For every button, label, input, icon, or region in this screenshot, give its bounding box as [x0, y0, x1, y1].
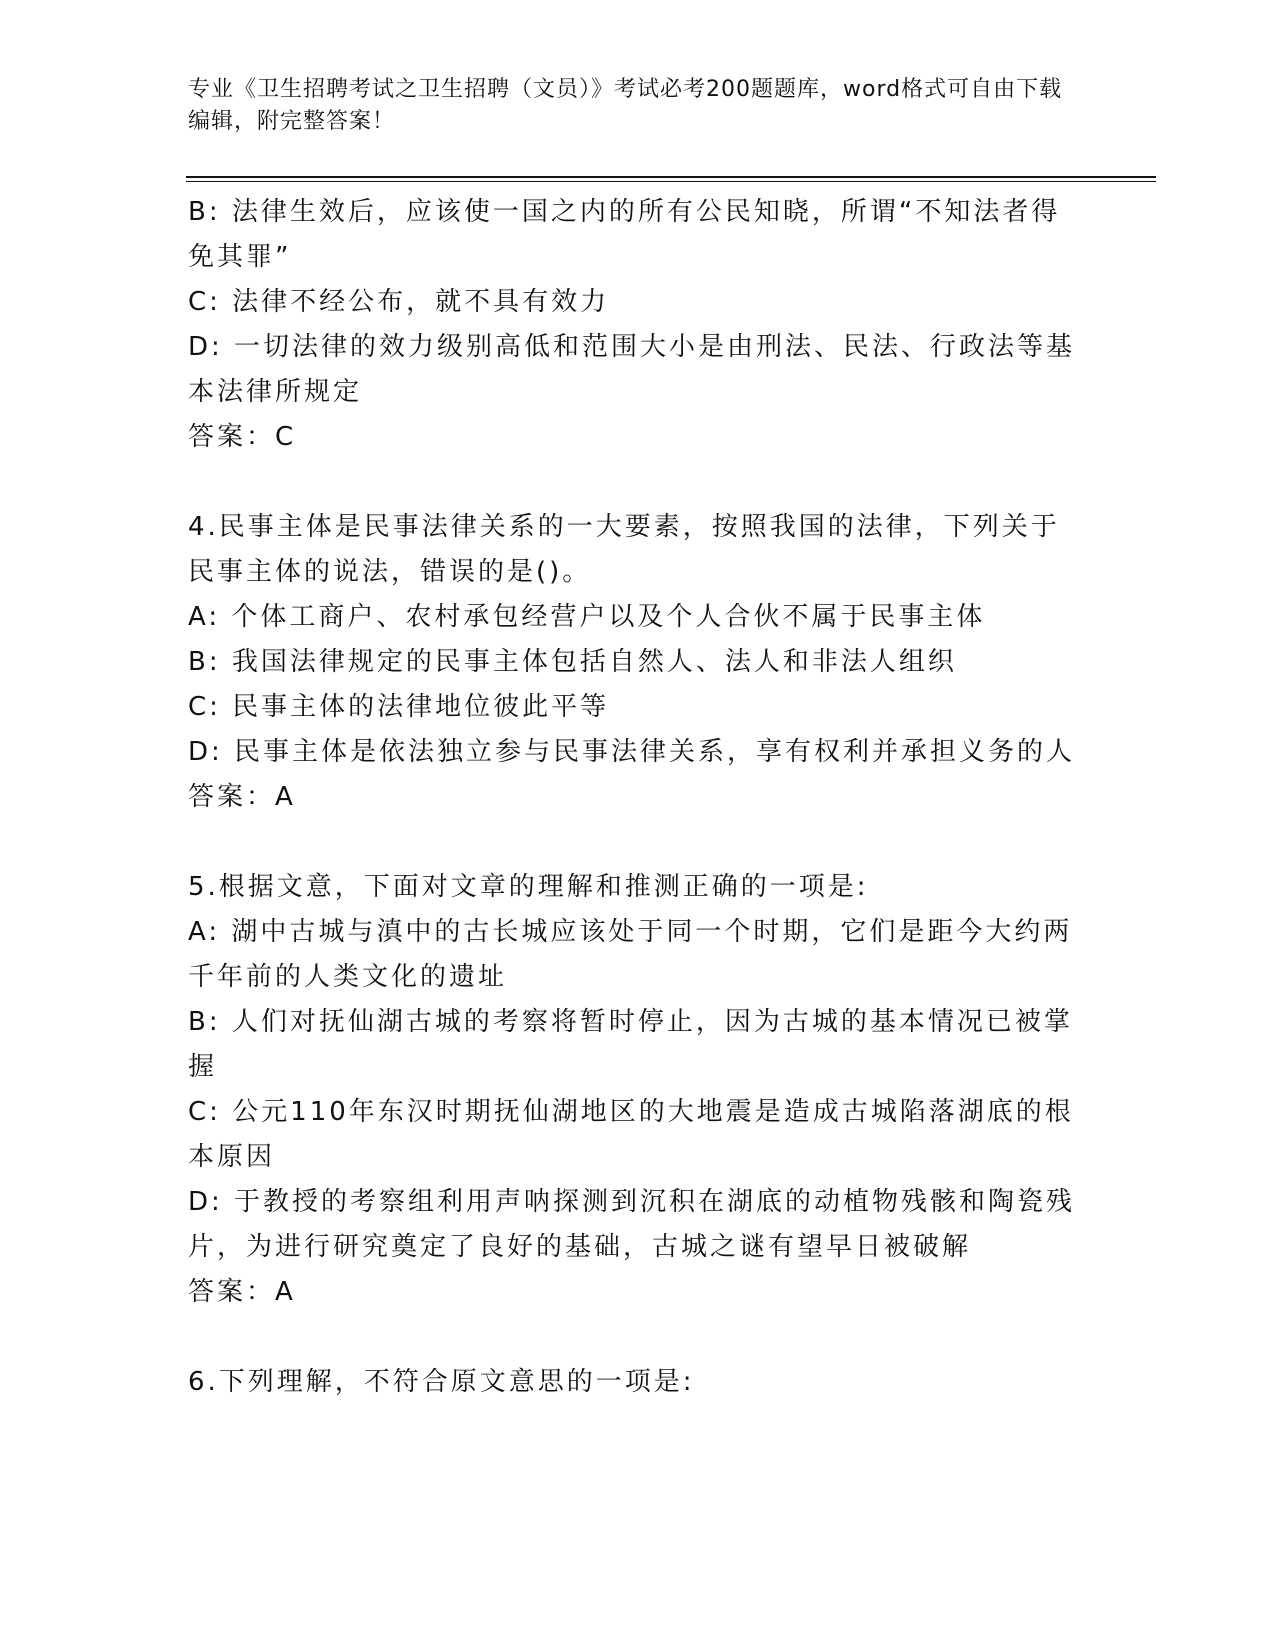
option-a: A: 湖中古城与滇中的古长城应该处于同一个时期，它们是距今大约两千年前的人类文化的遗址 — [188, 917, 1073, 992]
option-c: C: 民事主体的法律地位彼此平等 — [188, 692, 610, 722]
question-stem: 6.下列理解，不符合原文意思的一项是: — [188, 1367, 695, 1397]
header-divider — [186, 176, 1156, 182]
option-a: A: 个体工商户、农村承包经营户以及个人合伙不属于民事主体 — [188, 602, 986, 632]
answer-line: 答案：C — [188, 422, 297, 452]
header-title: 专业《卫生招聘考试之卫生招聘（文员）》考试必考200题题库，word格式可自由下载编辑，附完整答案！ — [188, 77, 1063, 134]
answer-line: 答案：A — [188, 1277, 296, 1307]
document-header — [188, 74, 1068, 138]
option-b: B: 人们对抚仙湖古城的考察将暂时停止，因为古城的基本情况已被掌握 — [188, 1007, 1073, 1082]
option-d: D: 一切法律的效力级别高低和范围大小是由刑法、民法、行政法等基本法律所规定 — [188, 332, 1076, 407]
question-block-5 — [188, 865, 1088, 1315]
question-block-4 — [188, 505, 1088, 820]
option-c: C: 法律不经公布，就不具有效力 — [188, 287, 610, 317]
document-body — [188, 190, 1088, 1405]
question-block-partial — [188, 190, 1088, 460]
question-stem: 4.民事主体是民事法律关系的一大要素，按照我国的法律，下列关于民事主体的说法，错误的是()。 — [188, 512, 1060, 587]
option-d: D: 民事主体是依法独立参与民事法律关系，享有权利并承担义务的人 — [188, 737, 1076, 767]
answer-line: 答案：A — [188, 782, 296, 812]
option-b: B: 法律生效后，应该使一国之内的所有公民知晓，所谓“不知法者得免其罪” — [188, 197, 1061, 272]
question-stem: 5.根据文意，下面对文章的理解和推测正确的一项是: — [188, 872, 869, 902]
option-b: B: 我国法律规定的民事主体包括自然人、法人和非法人组织 — [188, 647, 957, 677]
option-c: C: 公元110年东汉时期抚仙湖地区的大地震是造成古城陷落湖底的根本原因 — [188, 1097, 1074, 1172]
option-d: D: 于教授的考察组利用声呐探测到沉积在湖底的动植物残骸和陶瓷残片，为进行研究奠定了良好的基础，古城之谜有望早日被破解 — [188, 1187, 1076, 1262]
question-block-6 — [188, 1360, 1088, 1405]
